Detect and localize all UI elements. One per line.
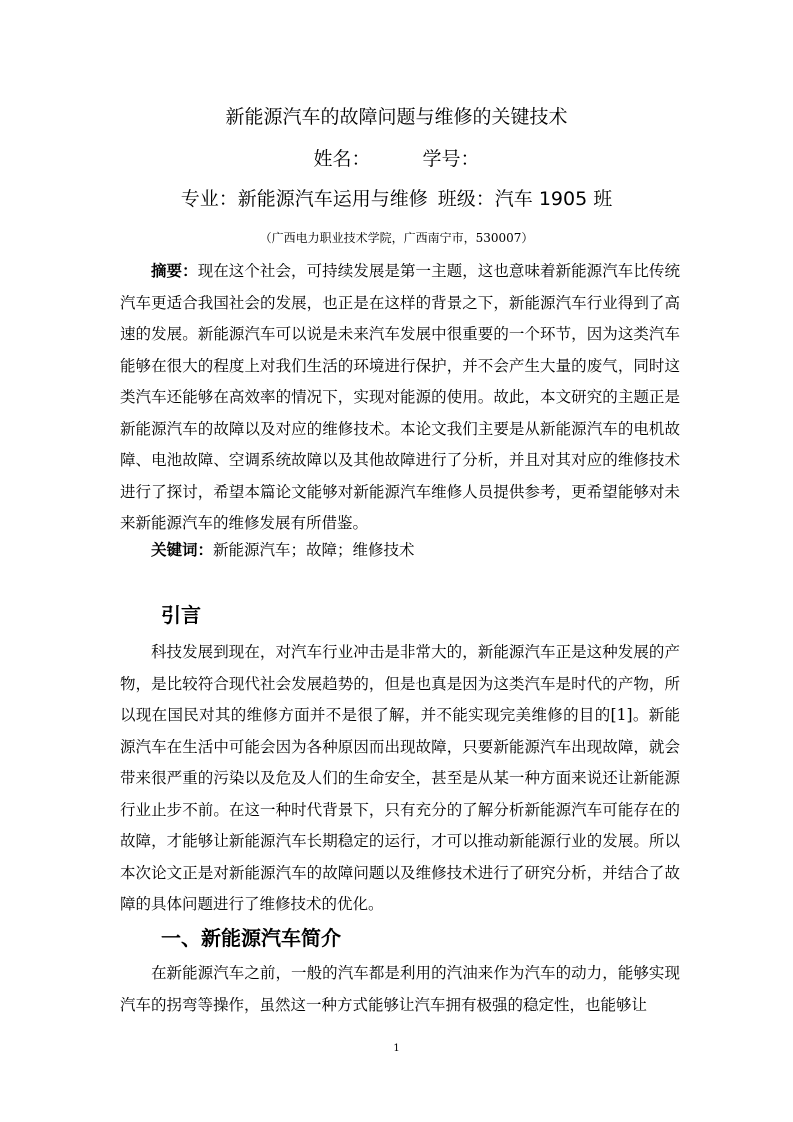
page-number: 1 [393, 1043, 400, 1054]
keywords-text: 新能源汽车；故障；维修技术 [213, 541, 415, 559]
introduction-heading: 引言 [161, 603, 201, 627]
class-label: 班级：汽车 1905 班 [437, 188, 613, 210]
affiliation: （广西电力职业技术学院，广西南宁市，530007） [259, 231, 534, 245]
major-label: 专业：新能源汽车运用与维修 [180, 188, 428, 210]
abstract-text: 现在这个社会，可持续发展是第一主题，这也意味着新能源汽车比传统汽车更适合我国社会的发展，也正是在这样的背景之下，新能源汽车行业得到了高速的发展。新能源汽车可以说是未来汽车发展中很重要的一个环节，因为这类汽车能够在很大的程度上对我们生活的环境进行保护，并不会产生大量的废气，同时这类汽车还能够在高效率的情况下，实现对能源的使用。故此，本文研究的主题正是新能源汽车的故障以及对应的维修技术。本论文我们主要是从新能源汽车的电机故障、电池故障、空调系统故障以及其他故障进行了分析，并且对其对应的维修技术进行了探讨，希望本篇论文能够对新能源汽车维修人员提供参考，更希望能够对未来新能源汽车的维修发展有所借鉴。 [120, 262, 680, 532]
author-line [0, 146, 793, 172]
student-id-label: 学号： [422, 148, 480, 170]
section1-heading: 一、新能源汽车简介 [161, 926, 341, 950]
abstract-paragraph [120, 256, 680, 540]
introduction-paragraph: 科技发展到现在，对汽车行业冲击是非常大的，新能源汽车正是这种发展的产物，是比较符合现代社会发展趋势的，但是也真是因为这类汽车是时代的产物，所以现在国民对其的维修方面并不是很了解，并不能实现完美维修的目的[1]。新能源汽车在生活中可能会因为各种原因而出现故障，只要新能源汽车出现故障，就会带来很严重的污染以及危及人们的生命安全，甚至是从某一种方面来说还让新能源行业止步不前。在这一种时代背景下，只有充分的了解分析新能源汽车可能存在的故障，才能够让新能源汽车长期稳定的运行，才可以推动新能源行业的发展。所以本次论文正是对新能源汽车的故障问题以及维修技术进行了研究分析，并结合了故障的具体问题进行了维修技术的优化。 [120, 643, 680, 913]
name-label: 姓名： [313, 148, 371, 170]
keywords-paragraph [120, 535, 680, 567]
abstract-label: 摘要： [151, 262, 198, 280]
section1-paragraph: 在新能源汽车之前，一般的汽车都是利用的汽油来作为汽车的动力，能够实现汽车的拐弯等操作，虽然这一种方式能够让汽车拥有极强的稳定性，也能够让 [120, 964, 680, 1014]
paper-title: 新能源汽车的故障问题与维修的关键技术 [225, 106, 568, 128]
major-class-line [0, 186, 793, 212]
keywords-label: 关键词： [151, 541, 214, 559]
